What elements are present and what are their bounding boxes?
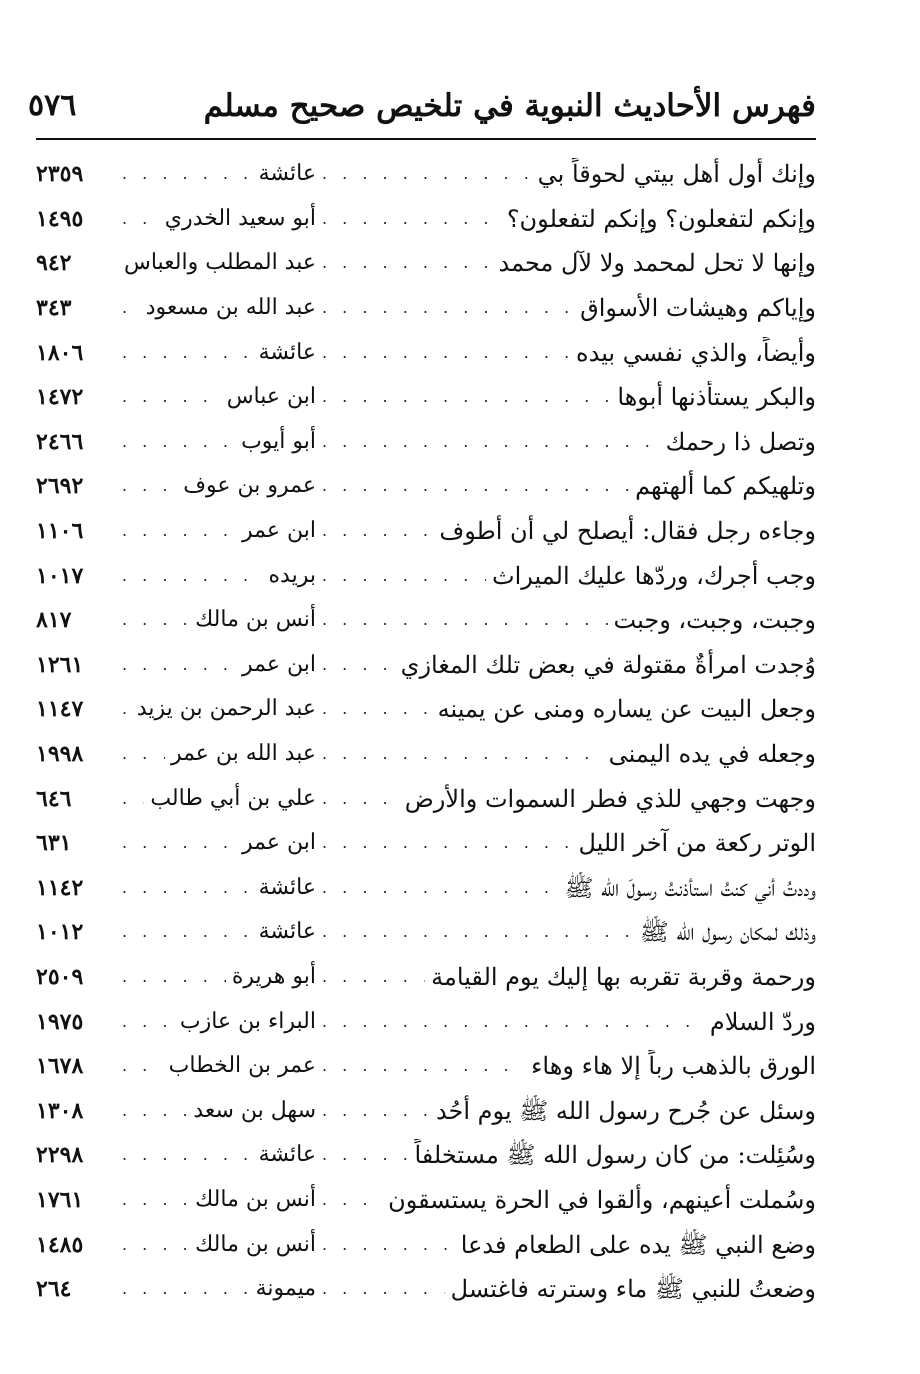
index-entry (36, 732, 816, 777)
narrator-name: ابن عمر (242, 518, 316, 544)
index-entry (36, 687, 816, 732)
index-entry (36, 1088, 816, 1133)
hadith-number: ١٤٧٢ (36, 384, 84, 411)
hadith-text: وردّ السلام (709, 1007, 816, 1036)
dot-leader (122, 470, 177, 502)
hadith-text: وتلهيكم كما ألهتهم (635, 472, 816, 501)
dot-leader (322, 426, 660, 458)
hadith-text: الوتر ركعة من آخر الليل (578, 829, 816, 858)
hadith-text: وُجدت امرأةٌ مقتولة في بعض تلك المغازي (400, 650, 816, 679)
narrator-name: أنس بن مالك (195, 1186, 316, 1212)
dot-leader (322, 515, 433, 547)
hadith-number: ٢٦٩٢ (36, 473, 84, 500)
narrator-name: علي بن أبي طالب (150, 785, 316, 811)
index-entry (36, 866, 816, 911)
hadith-text: وجعل البيت عن يساره ومنى عن يمينه (437, 695, 816, 724)
page-header (28, 86, 816, 134)
dot-leader (122, 1006, 174, 1038)
narrator-name: أبو هريرة (231, 963, 316, 989)
index-entry (36, 286, 816, 331)
hadith-number: ٣٤٣ (36, 295, 72, 322)
hadith-text: وإنكم لتفعلون؟ وإنكم لتفعلون؟ (506, 204, 816, 233)
index-entry (36, 821, 816, 866)
hadith-index-list (36, 152, 816, 1311)
narrator-name: أنس بن مالك (195, 1231, 316, 1257)
dot-leader (322, 292, 574, 324)
index-entry (36, 330, 816, 375)
index-entry (36, 553, 816, 598)
narrator-name: عبد الله بن مسعود (145, 295, 316, 321)
hadith-text: وضع النبي ﷺ يده على الطعام فدعا (460, 1230, 816, 1259)
dot-leader (122, 426, 235, 458)
dot-leader (322, 1139, 408, 1171)
index-entry (36, 241, 816, 286)
dot-leader (322, 827, 573, 859)
hadith-text: الورق بالذهب رباً إلا هاء وهاء (531, 1052, 816, 1081)
hadith-text: وتصل ذا رحمك (665, 427, 816, 456)
hadith-number: ٢٥٠٩ (36, 963, 84, 990)
hadith-number: ١٦٧٨ (36, 1053, 84, 1080)
dot-leader (322, 560, 486, 592)
hadith-number: ٦٣١ (36, 830, 72, 857)
dot-leader (122, 1095, 187, 1127)
narrator-name: عمرو بن عوف (183, 473, 316, 499)
hadith-number: ١١٤٢ (36, 874, 84, 901)
dot-leader (122, 693, 131, 725)
dot-leader (322, 1273, 445, 1305)
hadith-number: ١٤٩٥ (36, 205, 84, 232)
narrator-name: أبو سعيد الخدري (164, 205, 316, 231)
dot-leader (322, 337, 570, 369)
hadith-number: ٩٤٢ (36, 250, 72, 277)
dot-leader (322, 738, 603, 770)
hadith-text: والبكر يستأذنها أبوها (617, 383, 816, 412)
narrator-name: ابن عباس (226, 384, 316, 410)
dot-leader (322, 693, 432, 725)
narrator-name: عبد الرحمن بن يزيد (136, 696, 316, 722)
hadith-text: وإنك أول أهل بيتي لحوقاً بي (537, 160, 816, 189)
hadith-number: ٢٢٩٨ (36, 1142, 84, 1169)
narrator-name: ابن عمر (242, 830, 316, 856)
index-entry (36, 999, 816, 1044)
dot-leader (122, 203, 159, 235)
hadith-text: وسُملت أعينهم، وأُلقوا في الحرة يستسقون (388, 1185, 816, 1214)
dot-leader (122, 783, 144, 815)
dot-leader (122, 1229, 189, 1261)
header-rule (36, 138, 816, 140)
hadith-number: ١٧٦١ (36, 1186, 84, 1213)
hadith-number: ١٩٩٨ (36, 741, 84, 768)
index-entry (36, 598, 816, 643)
narrator-name: البراء بن عازب (179, 1008, 316, 1034)
dot-leader (122, 961, 226, 993)
dot-leader (322, 961, 425, 993)
index-entry (36, 197, 816, 242)
dot-leader (122, 381, 221, 413)
dot-leader (122, 292, 140, 324)
index-entry (36, 1133, 816, 1178)
hadith-text: وسُئِلت: من كان رسول الله ﷺ مستخلفاً (414, 1141, 816, 1170)
narrator-name: سهل بن سعد (193, 1097, 316, 1123)
narrator-name: عائشة (258, 1142, 316, 1168)
hadith-number: ١٤٨٥ (36, 1231, 84, 1258)
dot-leader (122, 515, 236, 547)
dot-leader (122, 649, 236, 681)
hadith-text: وإياكم وهيشات الأسواق (580, 294, 816, 323)
dot-leader (122, 1050, 163, 1082)
dot-leader (322, 1050, 525, 1082)
dot-leader (322, 203, 501, 235)
narrator-name: ميمونة (255, 1276, 316, 1302)
dot-leader (322, 604, 608, 636)
hadith-text: وذلك لمكان رسول الله ﷺ (639, 918, 816, 947)
index-entry (36, 152, 816, 197)
dot-leader (322, 1184, 382, 1216)
dot-leader (122, 738, 165, 770)
dot-leader (322, 872, 558, 904)
dot-leader (322, 649, 395, 681)
dot-leader (322, 1229, 455, 1261)
dot-leader (322, 158, 532, 190)
hadith-number: ٨١٧ (36, 607, 72, 634)
hadith-text: وددتُ أني كنتُ استأذنتُ رسولَ الله ﷺ (564, 873, 816, 902)
narrator-name: بريده (268, 562, 316, 588)
page-number: ٥٧٦ (28, 88, 77, 123)
hadith-number: ١٣٠٨ (36, 1097, 84, 1124)
hadith-text: وجعله في يده اليمنى (608, 740, 816, 769)
hadith-number: ١١٤٧ (36, 696, 84, 723)
narrator-name: عبد المطلب والعباس (123, 250, 316, 276)
index-entry (36, 776, 816, 821)
index-entry (36, 1267, 816, 1312)
hadith-text: وسئل عن جُرح رسول الله ﷺ يوم أُحُد (435, 1096, 816, 1125)
hadith-text: وأيضاً، والذي نفسي بيده (576, 338, 816, 367)
hadith-text: وإنها لا تحل لمحمد ولا لآل محمد (498, 249, 816, 278)
dot-leader (122, 337, 253, 369)
dot-leader (122, 827, 236, 859)
dot-leader (322, 916, 634, 948)
dot-leader (122, 1184, 189, 1216)
dot-leader (122, 872, 253, 904)
hadith-text: وجبت، وجبت، وجبت (613, 606, 816, 635)
narrator-name: عائشة (258, 161, 316, 187)
hadith-number: ٢٦٤ (36, 1276, 72, 1303)
index-entry (36, 1044, 816, 1089)
dot-leader (322, 1095, 430, 1127)
index-entry (36, 643, 816, 688)
dot-leader (322, 247, 493, 279)
index-entry (36, 420, 816, 465)
dot-leader (322, 1006, 704, 1038)
narrator-name: أنس بن مالك (195, 607, 316, 633)
dot-leader (122, 1273, 250, 1305)
hadith-number: ٦٤٦ (36, 785, 72, 812)
dot-leader (122, 560, 263, 592)
dot-leader (122, 604, 189, 636)
narrator-name: عائشة (258, 874, 316, 900)
narrator-name: عبد الله بن عمر (170, 741, 316, 767)
running-title: فهرس الأحاديث النبوية في تلخيص صحيح مسلم (203, 88, 816, 124)
hadith-number: ٢٤٦٦ (36, 428, 84, 455)
narrator-name: ابن عمر (242, 651, 316, 677)
dot-leader (322, 783, 399, 815)
hadith-number: ١٠١٢ (36, 919, 84, 946)
hadith-number: ١٠١٧ (36, 562, 84, 589)
hadith-number: ١٢٦١ (36, 651, 84, 678)
hadith-number: ١٩٧٥ (36, 1008, 84, 1035)
dot-leader (122, 158, 253, 190)
narrator-name: أبو أيوب (241, 428, 316, 454)
index-entry (36, 955, 816, 1000)
index-entry (36, 464, 816, 509)
narrator-name: عائشة (258, 919, 316, 945)
hadith-text: وجب أجرك، وردّها عليك الميراث (492, 561, 816, 590)
hadith-number: ١٨٠٦ (36, 339, 84, 366)
narrator-name: عمر بن الخطاب (168, 1053, 316, 1079)
index-entry (36, 375, 816, 420)
index-entry (36, 910, 816, 955)
hadith-text: وضعتُ للنبي ﷺ ماء وسترته فاغتسل (450, 1275, 816, 1304)
hadith-text: ورحمة وقربة تقربه بها إليك يوم القيامة (431, 962, 816, 991)
index-entry (36, 509, 816, 554)
dot-leader (322, 381, 611, 413)
dot-leader (122, 916, 253, 948)
hadith-text: وجاءه رجل فقال: أيصلح لي أن أطوف (439, 517, 816, 546)
hadith-number: ١١٠٦ (36, 518, 84, 545)
index-entry (36, 1178, 816, 1223)
dot-leader (122, 1139, 253, 1171)
dot-leader (322, 470, 629, 502)
index-entry (36, 1222, 816, 1267)
narrator-name: عائشة (258, 339, 316, 365)
hadith-text: وجهت وجهي للذي فطر السموات والأرض (404, 784, 816, 813)
hadith-number: ٢٣٥٩ (36, 161, 84, 188)
